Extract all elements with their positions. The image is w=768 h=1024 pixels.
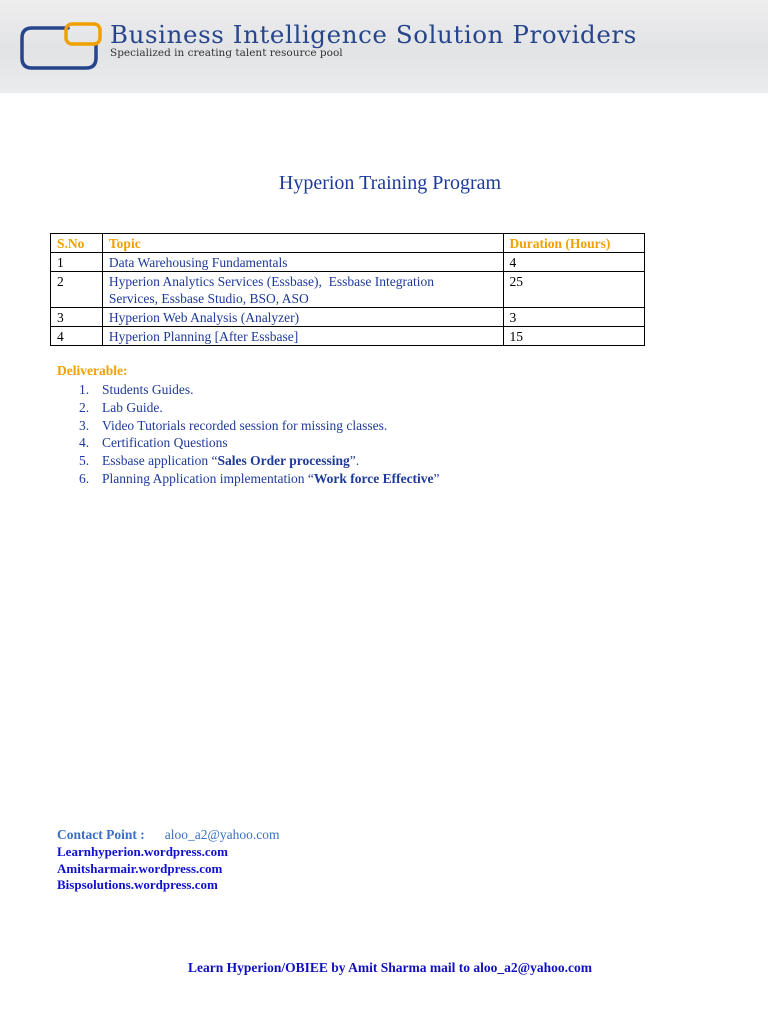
list-item-suffix: ”.	[349, 453, 360, 469]
list-item	[57, 470, 440, 488]
cell-topic: Hyperion Web Analysis (Analyzer)	[102, 308, 503, 327]
bisp-logo-icon	[18, 22, 108, 74]
cell-topic: Hyperion Planning [After Essbase]	[102, 327, 503, 346]
table-header-row	[51, 234, 645, 253]
cell-duration: 3	[503, 308, 645, 327]
cell-duration: 15	[503, 327, 645, 346]
table-row	[51, 272, 645, 308]
list-item-prefix: Planning Application implementation “	[102, 470, 314, 486]
deliverables-heading: Deliverable:	[57, 363, 128, 378]
footer-text: Learn Hyperion/OBIEE by Amit Sharma mail to aloo_a2@yahoo.com	[187, 960, 593, 975]
cell-duration: 4	[503, 253, 645, 272]
cell-sno: 1	[51, 253, 103, 272]
company-tagline: Specialized in creating talent resource pool	[110, 47, 343, 59]
deliverables-list	[57, 381, 440, 488]
list-item-text: Video Tutorials recorded session for missing classes.	[102, 417, 388, 433]
list-number: 2.	[79, 399, 90, 415]
list-item-suffix: ”	[433, 470, 440, 486]
column-header-duration: Duration (Hours)	[503, 234, 645, 253]
list-item-emphasis: Sales Order processing	[217, 453, 350, 469]
list-number: 6.	[79, 470, 90, 486]
column-header-topic: Topic	[102, 234, 503, 253]
table-row	[51, 253, 645, 272]
contact-email-link[interactable]: aloo_a2@yahoo.com	[164, 827, 280, 842]
website-link[interactable]: Learnhyperion.wordpress.com	[57, 844, 228, 859]
cell-topic-line1: Hyperion Analytics Services (Essbase), Essbase Integration	[108, 274, 434, 289]
topics-table	[50, 233, 645, 346]
list-item-prefix: Essbase application “	[102, 453, 218, 469]
header-banner	[0, 0, 768, 93]
column-header-sno: S.No	[51, 234, 103, 253]
list-number: 4.	[79, 435, 90, 451]
contact-point	[57, 827, 280, 843]
list-number: 5.	[79, 453, 90, 469]
cell-sno: 4	[51, 327, 103, 346]
list-item	[57, 399, 440, 417]
cell-duration: 25	[503, 272, 645, 308]
list-item-text: Certification Questions	[102, 435, 228, 451]
page-title: Hyperion Training Program	[278, 172, 502, 194]
table-row	[51, 308, 645, 327]
company-name: Business Intelligence Solution Providers	[110, 20, 637, 49]
cell-sno: 3	[51, 308, 103, 327]
cell-topic: Data Warehousing Fundamentals	[102, 253, 503, 272]
website-link[interactable]: Bispsolutions.wordpress.com	[57, 877, 218, 892]
list-item-text: Students Guides.	[102, 382, 194, 397]
list-number: 3.	[79, 417, 90, 433]
cell-sno: 2	[51, 272, 103, 308]
website-link[interactable]: Amitsharmair.wordpress.com	[57, 861, 223, 876]
list-number: 1.	[79, 382, 90, 397]
list-item-emphasis: Work force Effective	[313, 470, 434, 486]
list-item	[57, 381, 440, 399]
contact-label: Contact Point :	[57, 827, 145, 842]
table-row	[51, 327, 645, 346]
list-item	[57, 452, 440, 470]
list-item	[57, 434, 440, 452]
list-item-text: Lab Guide.	[102, 399, 163, 415]
cell-topic-line2: Services, Essbase Studio, BSO, ASO	[108, 291, 309, 306]
cell-topic	[102, 272, 503, 308]
list-item	[57, 417, 440, 435]
